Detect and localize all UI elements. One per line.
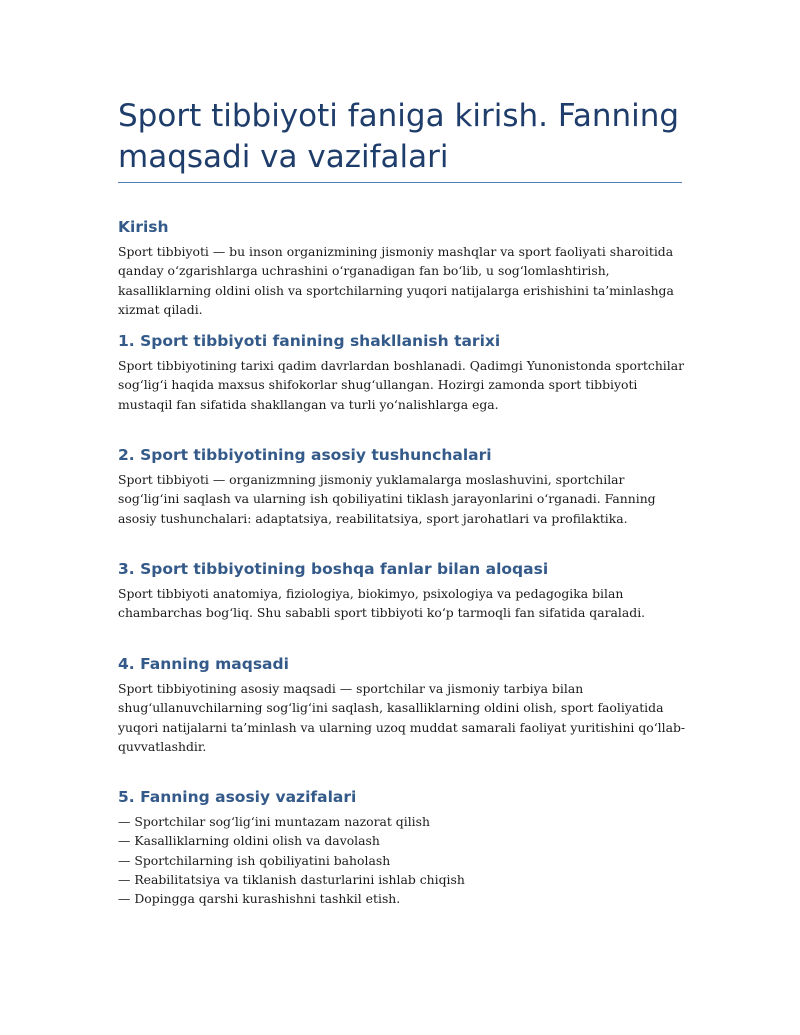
section-introduction xyxy=(118,217,688,319)
section-heading: 2. Sport tibbiyotining asosiy tushunchalari xyxy=(118,446,492,464)
title-divider xyxy=(118,182,682,183)
section-paragraph: Sport tibbiyoti anatomiya, fiziologiya, biokimyo, psixologiya va pedagogika bilan chambarchas bog‘liq. Shu sababli sport tibbiyoti ko‘p tarmoqli fan sifatida qaraladi. xyxy=(118,586,646,621)
section-relations xyxy=(118,559,688,623)
section-paragraph: Sport tibbiyoti — organizmning jismoniy yuklamalarga moslashuvini, sportchilar sog‘lig‘ini saqlash va ularning ish qobiliyatini tiklash jarayonlarini o‘rganadi. Fanning asosiy tushunchalari: adaptatsiya, reabilitatsiya, sport jarohatlari va profilaktika. xyxy=(118,472,656,526)
section-tasks xyxy=(118,787,688,908)
tasks-list xyxy=(118,812,688,908)
section-heading: 1. Sport tibbiyoti fanining shakllanish tarixi xyxy=(118,332,501,350)
section-concepts xyxy=(118,445,688,528)
document-title: Sport tibbiyoti faniga kirish. Fanning maqsadi va vazifalari xyxy=(118,98,680,175)
section-heading: 5. Fanning asosiy vazifalari xyxy=(118,788,357,806)
list-item: — Kasalliklarning oldini olish va davolash xyxy=(118,833,380,849)
section-paragraph: Sport tibbiyotining tarixi qadim davrlardan boshlanadi. Qadimgi Yunonistonda sportchilar sog‘lig‘i haqida maxsus shifokorlar shug‘ullangan. Hozirgi zamonda sport tibbiyoti mustaqil fan sifatida shakllangan va turli yo‘nalishlarga ega. xyxy=(118,358,685,412)
section-heading: 3. Sport tibbiyotining boshqa fanlar bilan aloqasi xyxy=(118,560,549,578)
list-item: — Sportchilarning ish qobiliyatini baholash xyxy=(118,852,391,868)
list-item: — Dopingga qarshi kurashishni tashkil etish. xyxy=(118,891,401,907)
list-item: — Reabilitatsiya va tiklanish dasturlarini ishlab chiqish xyxy=(118,871,465,887)
list-item: — Sportchilar sog‘lig‘ini muntazam nazorat qilish xyxy=(118,814,430,829)
section-goal xyxy=(118,654,688,756)
section-heading: Kirish xyxy=(118,218,169,236)
section-heading: 4. Fanning maqsadi xyxy=(118,655,289,673)
section-paragraph: Sport tibbiyotining asosiy maqsadi — sportchilar va jismoniy tarbiya bilan shug‘ullanuvchilarning sog‘lig‘ini saqlash, kasalliklarning oldini olish, sport faoliyatida yuqori natijalarni ta’minlash va ularning uzoq muddat samarali faoliyat yuritishini qo‘llab-quvvatlashdir. xyxy=(118,681,686,754)
section-history xyxy=(118,331,688,414)
section-paragraph: Sport tibbiyoti — bu inson organizmining jismoniy mashqlar va sport faoliyati sharoitida qanday o‘zgarishlarga uchrashini o‘rganadigan fan bo‘lib, u sog‘lomlashtirish, kasalliklarning oldini olish va sportchilarning yuqori natijalarga erishishini ta’minlashga xizmat qiladi. xyxy=(118,244,674,317)
